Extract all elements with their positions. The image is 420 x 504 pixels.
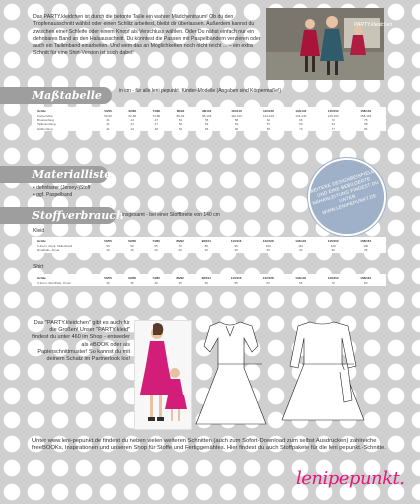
size-table-note: in cm - für alle leni pepunkt. Kinder-Modelle (Angaben sind Körpermaße!) — [119, 88, 282, 94]
shirt-fabric-table — [36, 276, 382, 285]
table-cell: 62 — [266, 117, 271, 122]
header-cell: 122/128 — [262, 276, 274, 281]
table-cell: 77 — [331, 126, 335, 131]
row-label: Brustumfang — [37, 117, 55, 122]
header-cell: 86/92 — [176, 276, 184, 281]
table-cell: 44 — [130, 126, 134, 131]
dress-label: Kleid — [33, 228, 45, 234]
header-cell: 50/56 — [104, 239, 112, 244]
header-cell: Größe — [37, 276, 46, 281]
table-cell: 158-164 — [360, 113, 372, 118]
header-cell: 146/152 — [327, 109, 339, 114]
table-cell: 47 — [154, 117, 159, 122]
table-cell: 25 — [266, 247, 270, 252]
header-cell: 50/56 — [104, 276, 112, 281]
table-cell: 80 — [364, 280, 368, 285]
table-cell: 98-104 — [202, 113, 212, 118]
header-cell: 134/140 — [295, 276, 307, 281]
table-cell: 25 — [234, 247, 238, 252]
table-cell: 57 — [266, 122, 271, 127]
table-cell: 60 — [234, 126, 239, 131]
dress-back-drawing — [282, 322, 364, 420]
header-cell: Größe — [37, 109, 46, 114]
table-cell: 100 — [265, 243, 271, 248]
table-cell: 44 — [130, 122, 134, 127]
table-cell: 55 — [205, 117, 209, 122]
table-cell: 80 — [204, 243, 208, 248]
table-cell: 110 — [298, 243, 304, 248]
header-cell: 62/68 — [128, 109, 136, 114]
brand-logo: lenipepunkt. — [296, 468, 405, 489]
row-label: Körperhöhe — [37, 113, 53, 118]
material-list — [33, 185, 90, 199]
promo-text: Das "PARTY.kleidchen" gibt es auch für die Großen! Unser "PARTY.kleid" findest du unter 460 im Shop - entweder als eBOOK oder als Papierschnittmuster! So kannst du mit deinem Schatz im Partnerlook los! — [32, 320, 130, 363]
table-cell: 30 — [331, 247, 335, 252]
dress-fabric-panel — [32, 237, 386, 253]
table-cell: 90 — [234, 243, 238, 248]
table-cell: 72 — [331, 117, 335, 122]
product-photo-top — [266, 8, 393, 80]
table-cell: 20 — [178, 247, 182, 252]
header-cell: 134/140 — [295, 239, 307, 244]
table-cell: 122-128 — [262, 113, 274, 118]
header-cell: 158/164 — [360, 276, 372, 281]
table-cell: 41 — [106, 122, 110, 127]
shirt-label: Shirt — [33, 264, 44, 270]
table-cell: 51 — [178, 117, 183, 122]
table-cell: 66 — [299, 117, 303, 122]
row-label: Taillenumfang — [37, 122, 56, 127]
table-cell: 74-80 — [152, 113, 161, 118]
table-cell: 54 — [234, 122, 239, 127]
table-cell: 64 — [331, 122, 335, 127]
dress-front-drawing — [196, 322, 266, 424]
table-cell: 50 — [106, 243, 110, 248]
row-label: V-Form, Rock, Taillenband — [37, 243, 73, 248]
fabric-heading: Stoffverbrauch — [0, 207, 116, 224]
table-cell: 20 — [204, 247, 208, 252]
technical-drawings — [198, 316, 386, 430]
header-cell: 86/92 — [176, 109, 185, 114]
size-table — [36, 109, 382, 131]
table-cell: 10 — [106, 247, 110, 252]
header-cell: 122/128 — [262, 239, 274, 244]
size-table-heading: Maßtabelle — [0, 87, 112, 104]
table-cell: 15 — [130, 247, 134, 252]
header-cell: 98/104 — [201, 276, 211, 281]
table-cell: 50 — [178, 122, 183, 127]
table-cell: 30 — [106, 280, 110, 285]
table-cell: 146-152 — [327, 113, 339, 118]
table-cell: 134-140 — [295, 113, 307, 118]
footer-text: Unter www.leni-pepunkt.de findest du neben vielen weiteren Schnitten (auch zum Sofort-Download zum selbst Ausdrucken) zahlreiche freeBOOKs, Inspirationen und unseren Shop für Stoffe und Fertiggenähtes. Hier findest du auch Stoffpakete für die leni pepunkt.-Schnitte. — [32, 438, 386, 452]
header-cell: 110/116 — [230, 276, 242, 281]
table-cell: 86-92 — [176, 113, 185, 118]
table-cell: 65 — [154, 243, 158, 248]
header-cell: Größe — [37, 239, 46, 244]
table-cell: 40 — [154, 280, 158, 285]
table-cell: 84 — [364, 126, 368, 131]
header-cell: 110/116 — [230, 239, 242, 244]
table-cell: 52 — [205, 122, 209, 127]
table-row — [36, 127, 382, 131]
header-cell: 158/164 — [360, 239, 372, 244]
partnerlook-photo — [134, 320, 192, 430]
photo-caption: PARTY.kleidchen — [354, 22, 393, 28]
table-cell: 55 — [234, 280, 238, 285]
table-cell: 44 — [130, 117, 134, 122]
table-cell: 41 — [106, 126, 110, 131]
fabric-note: insgesamt - bei einer Stoffbreite von 140 cm — [122, 212, 220, 218]
header-cell: 146/152 — [327, 276, 339, 281]
intro-text: Das PARTY.kleidchen ist durch die betonte Taille ein wahrer Mädchentraum! Ob du den Tropfenausschnitt wählst oder einen Schlitz arbeitest, bleibt dir überlassen. Außerdem kannst du zwischen einer Schleife oder einem Knopf als Verschluss wählen. Oder Du nähst einfach nur ein dehnbares Band an den Halsausschnitt. Du könntest die Passen mit Paspelbändern verzieren oder auch ein Taillenband einarbeiten. Und wem das an Möglichkeiten noch nicht reicht ... – ein extra Schnitt für eine Shirt-Version ist auch dabei! — [33, 14, 261, 57]
table-cell: 50-56 — [104, 113, 112, 118]
table-cell: 41 — [106, 117, 110, 122]
size-table-panel — [32, 107, 386, 131]
header-cell: 122/128 — [262, 109, 274, 114]
header-cell: 62/68 — [128, 239, 136, 244]
table-cell: 30 — [299, 247, 303, 252]
table-cell: 62-68 — [128, 113, 137, 118]
table-cell: 70 — [331, 280, 335, 285]
table-cell: 52 — [178, 126, 183, 131]
shirt-fabric-panel — [32, 274, 386, 286]
table-cell: 68 — [364, 122, 368, 127]
table-row — [36, 280, 382, 284]
row-label: V-Form, Rundhals, Ärmel — [37, 280, 71, 285]
table-cell: 20 — [154, 247, 158, 252]
row-label: Hüftumfang — [37, 126, 53, 131]
design-examples-badge: WEITERE DESIGNBEISPIELE UND EINE BEBILDERTE NÄHANLEITUNG FINDEST DU UNTER WWW.LENIPEPUNKT.DE — [298, 148, 396, 246]
table-cell: 110-116 — [231, 113, 242, 118]
table-cell: 70 — [178, 243, 182, 248]
table-cell: 65 — [299, 280, 303, 285]
header-cell: 146/152 — [327, 239, 339, 244]
table-cell: 60 — [266, 280, 270, 285]
header-cell: 98/104 — [202, 109, 212, 114]
header-cell: 50/56 — [104, 109, 112, 114]
row-label: Rundhals, Ärmel — [37, 247, 60, 252]
dress-fabric-table — [36, 239, 382, 252]
header-cell: 74/80 — [152, 276, 160, 281]
list-item: • ggf. Paspelband — [33, 192, 73, 198]
list-item: • dehnbarer (Jersey-)Stoff — [33, 185, 91, 191]
table-cell: 60 — [299, 122, 303, 127]
table-cell: 35 — [130, 280, 134, 285]
table-cell: 120 — [330, 243, 336, 248]
table-cell: 70 — [299, 126, 303, 131]
header-cell: 98/104 — [201, 239, 211, 244]
table-cell: 35 — [364, 247, 368, 252]
table-cell: 130 — [363, 243, 369, 248]
header-cell: 74/80 — [152, 109, 161, 114]
header-cell: 62/68 — [128, 276, 136, 281]
table-cell: 45 — [178, 280, 182, 285]
table-row — [36, 248, 382, 252]
header-cell: 158/164 — [360, 109, 372, 114]
table-cell: 78 — [364, 117, 368, 122]
material-heading: Materialliste — [0, 166, 108, 183]
table-cell: 48 — [154, 126, 159, 131]
table-cell: 60 — [130, 243, 134, 248]
header-cell: 110/116 — [231, 109, 242, 114]
header-cell: 74/80 — [152, 239, 160, 244]
table-cell: 47 — [154, 122, 159, 127]
table-cell: 50 — [204, 280, 208, 285]
table-cell: 65 — [266, 126, 271, 131]
table-cell: 56 — [205, 126, 209, 131]
header-cell: 86/92 — [176, 239, 184, 244]
table-cell: 58 — [234, 117, 239, 122]
header-cell: 134/140 — [295, 109, 307, 114]
